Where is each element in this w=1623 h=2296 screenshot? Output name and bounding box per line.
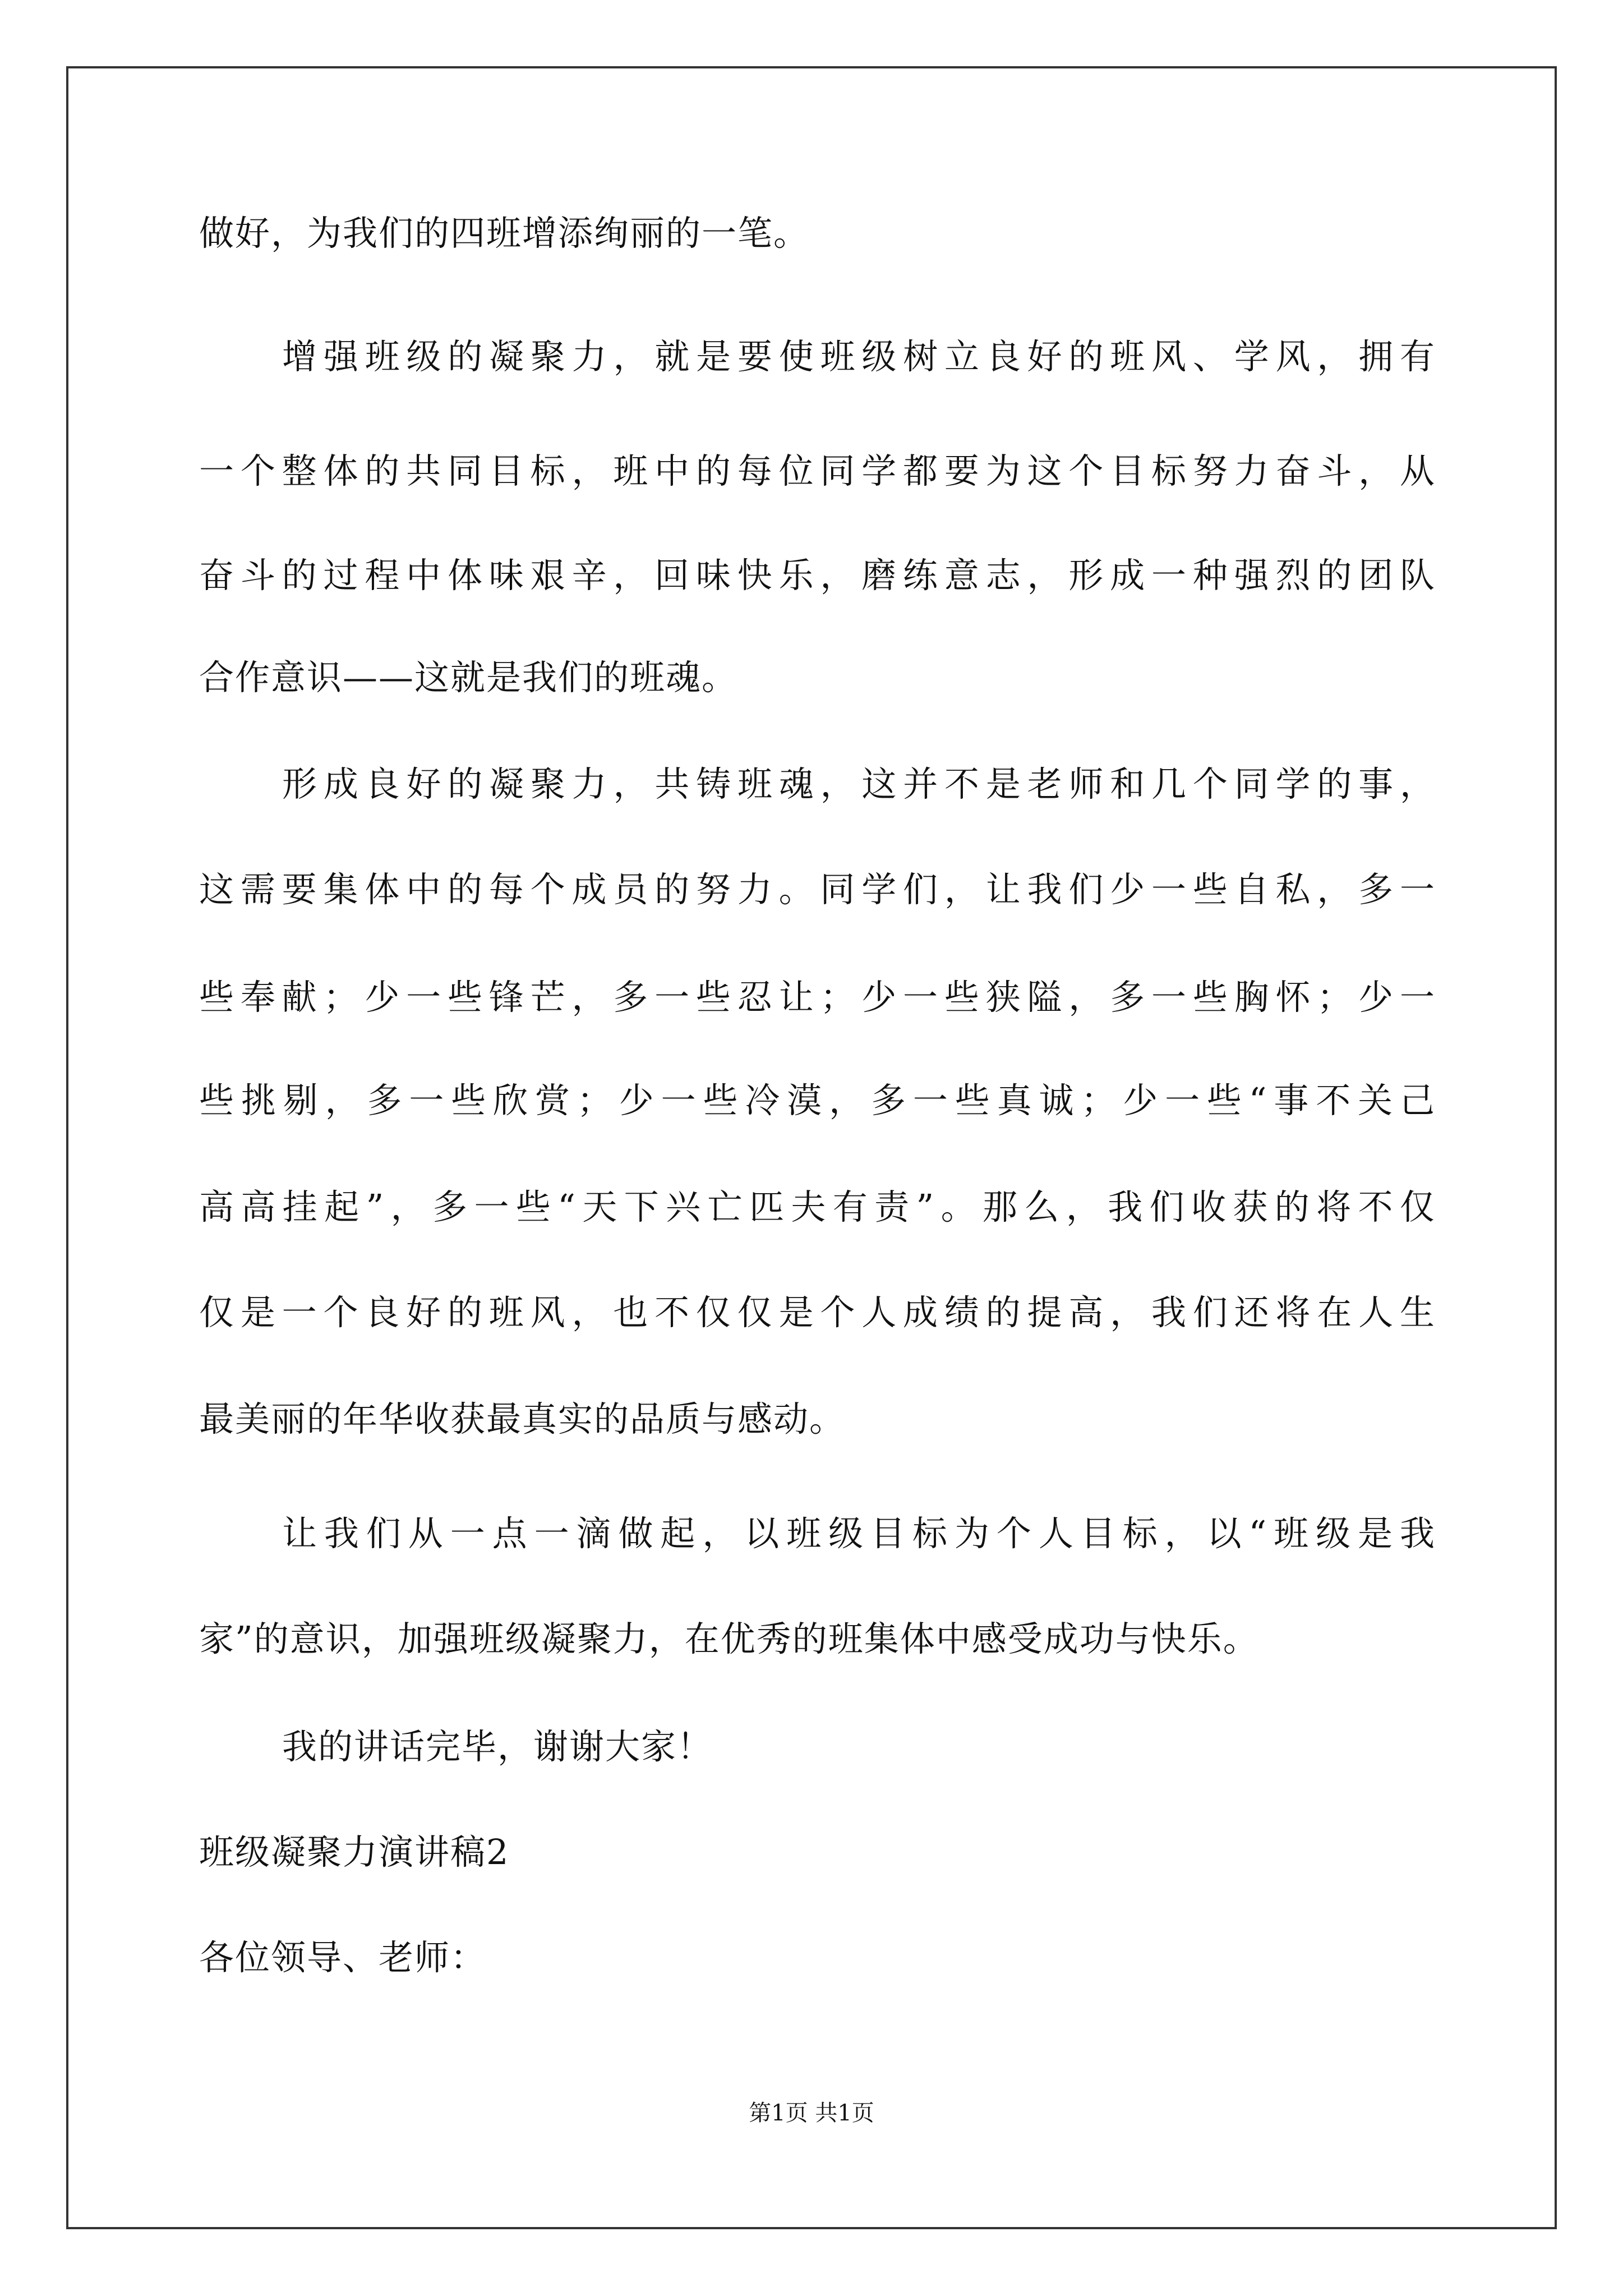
text-line-2: 增强班级的凝聚力，就是要使班级树立良好的班风、学风，拥有	[282, 336, 1436, 377]
page-border	[66, 66, 1557, 2229]
text-line-14: 家”的意识，加强班级凝聚力，在优秀的班集体中感受成功与快乐。	[199, 1618, 1259, 1659]
text-line-8: 些奉献；少一些锋芒，多一些忍让；少一些狭隘，多一些胸怀；少一	[199, 977, 1436, 1018]
text-line-1: 做好，为我们的四班增添绚丽的一笔。	[199, 213, 810, 254]
text-line-9: 些挑剔，多一些欣赏；少一些冷漠，多一些真诚；少一些“事不关己	[199, 1080, 1436, 1121]
page-footer: 第1页 共1页	[749, 2100, 874, 2126]
salutation: 各位领导、老师：	[199, 1937, 487, 1978]
text-line-6: 形成良好的凝聚力，共铸班魂，这并不是老师和几个同学的事，	[282, 763, 1436, 804]
text-line-15: 我的讲话完毕，谢谢大家！	[282, 1726, 713, 1767]
text-line-5: 合作意识——这就是我们的班魂。	[199, 657, 738, 698]
text-line-13: 让我们从一点一滴做起，以班级目标为个人目标，以“班级是我	[282, 1513, 1436, 1554]
text-line-3: 一个整体的共同目标，班中的每位同学都要为这个目标努力奋斗，从	[199, 450, 1436, 491]
text-line-11: 仅是一个良好的班风，也不仅仅是个人成绩的提高，我们还将在人生	[199, 1292, 1436, 1333]
text-line-12: 最美丽的年华收获最真实的品质与感动。	[199, 1398, 846, 1439]
text-line-7: 这需要集体中的每个成员的努力。同学们，让我们少一些自私，多一	[199, 869, 1436, 910]
section-heading: 班级凝聚力演讲稿2	[199, 1832, 510, 1872]
text-line-4: 奋斗的过程中体味艰辛，回味快乐，磨练意志，形成一种强烈的团队	[199, 555, 1436, 596]
text-line-10: 高高挂起”，多一些“天下兴亡匹夫有责”。那么，我们收获的将不仅	[199, 1186, 1436, 1227]
